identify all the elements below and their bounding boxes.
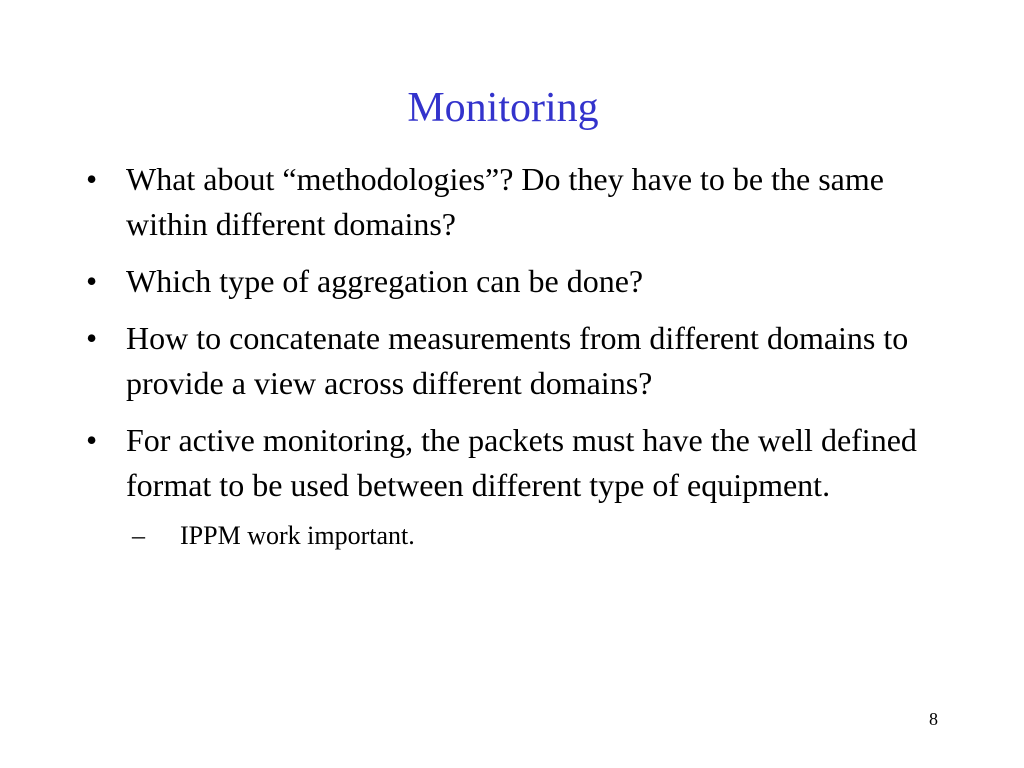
- page-number: 8: [929, 709, 938, 729]
- bullet-item: [84, 316, 944, 406]
- bullet-list: [84, 157, 944, 564]
- sub-bullet-item: [126, 520, 944, 552]
- bullet-marker: •: [86, 161, 98, 197]
- bullet-item: [84, 157, 944, 247]
- bullet-item: [84, 259, 944, 304]
- bullet-text: How to concatenate measurements from different domains to provide a view across different domains?: [126, 320, 909, 401]
- sub-bullet-marker: –: [132, 521, 145, 550]
- bullet-marker: •: [86, 320, 98, 356]
- bullet-marker: •: [86, 422, 98, 458]
- bullet-item: [84, 418, 944, 552]
- bullet-text: Which type of aggregation can be done?: [126, 263, 644, 299]
- bullet-text: For active monitoring, the packets must have the well defined format to be used between different type of equipment.: [126, 422, 917, 503]
- sub-bullet-list: [126, 520, 944, 552]
- bullet-text: What about “methodologies”? Do they have to be the same within different domains?: [126, 161, 884, 242]
- sub-bullet-text: IPPM work important.: [180, 521, 415, 550]
- bullet-marker: •: [86, 263, 98, 299]
- slide-title: Monitoring: [407, 85, 599, 131]
